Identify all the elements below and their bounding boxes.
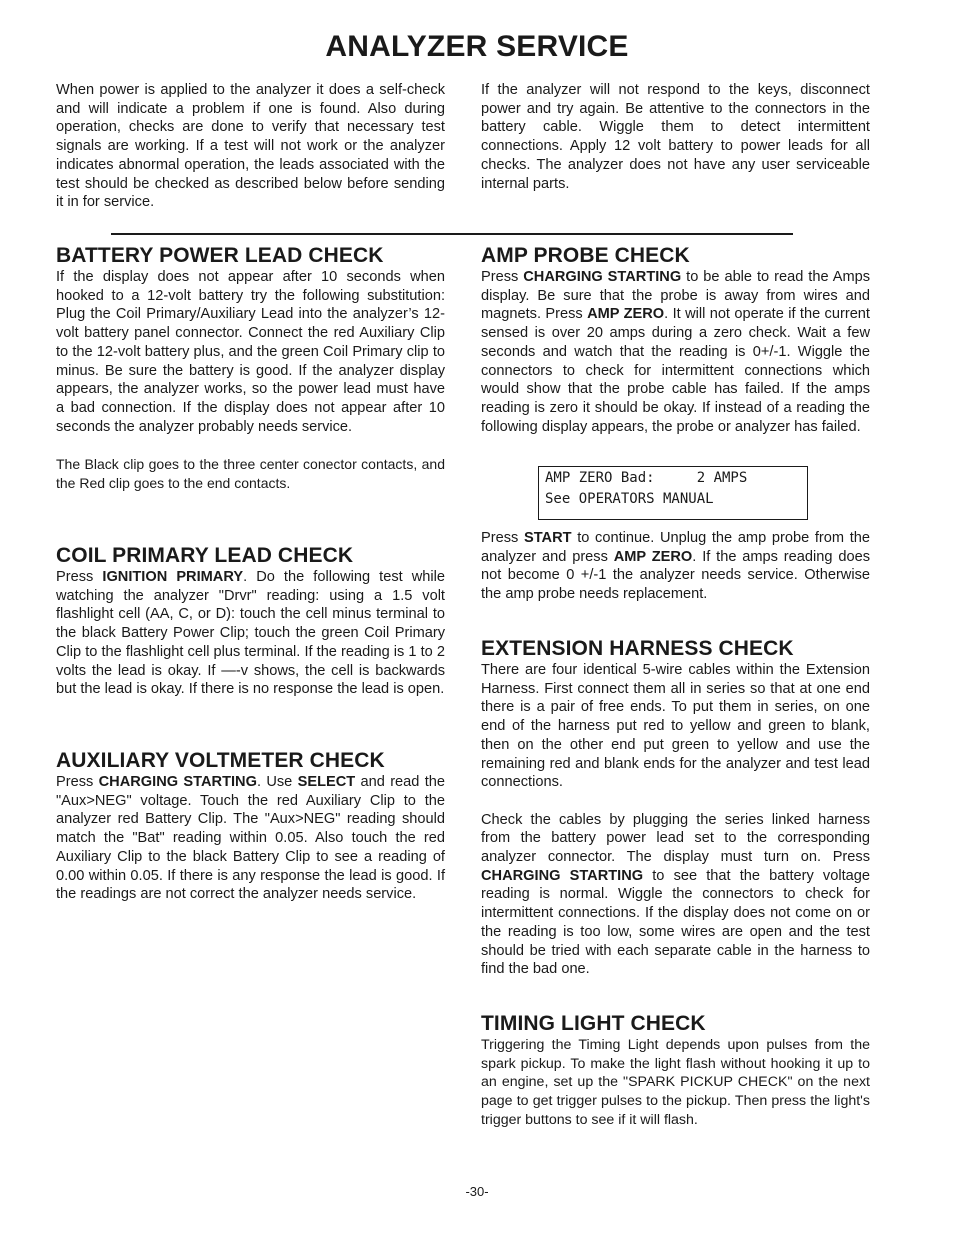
amp-paragraph-2: Press START to continue. Unplug the amp probe from the analyzer and press AMP ZERO. If the amps reading does not become 0 +/-1 the analyzer needs service. Otherwise the amp probe needs replacement. [481,530,871,603]
lcd-line-2: See OPERATORS MANUAL [545,491,714,507]
battery-heading: BATTERY POWER LEAD CHECK [56,244,384,267]
harness-heading: EXTENSION HARNESS CHECK [481,637,794,660]
lcd-line-1: AMP ZERO Bad: 2 AMPS [545,470,748,486]
battery-section [56,245,445,492]
amp-paragraph-1: Press CHARGING STARTING to be able to read the Amps display. Be sure that the probe is away from wires and magnets. Press AMP ZERO. It will not operate if the current sensed is over 20 amps during a zero check. Wait a few seconds and watch that the reading is 0+/-1. Wiggle the connectors to check for intermittent connections which would show that the probe cable has failed. If the amps reading is zero it should be okay. If instead of a reading the following display appears, the probe or analyzer has failed. [481,269,871,435]
battery-paragraph-2: The Black clip goes to the three center conector contacts, and the Red clip goes to the end contacts. [56,456,445,491]
key-charging-starting: CHARGING STARTING [523,269,682,285]
intro-right-text: If the analyzer will not respond to the keys, disconnect power and try again. Be attentive to the connectors in the battery cable. Wiggle them to detect intermittent connections. Apply 12 volt battery to power leads for all checks. The analyzer does not have any user serviceable internal parts. [481,82,870,192]
amp-heading: AMP PROBE CHECK [481,244,690,267]
timing-section [481,1013,870,1130]
aux-heading: AUXILIARY VOLTMETER CHECK [56,749,385,772]
key-amp-zero: AMP ZERO [613,548,693,565]
coil-heading: COIL PRIMARY LEAD CHECK [56,544,354,567]
key-charging-starting: CHARGING STARTING [481,867,644,884]
harness-paragraph-1: There are four identical 5-wire cables within the Extension Harness. First connect them all in series so that at one end there is a pair of free ends. To put them in series, on one end of the harness put red to yellow and green to blank, then on the other end put green to yellow and use the remaining red and blank ends for the analyzer and test lead connections. [481,662,870,791]
aux-section [56,750,445,904]
aux-paragraph: Press CHARGING STARTING. Use SELECT and read the "Aux>NEG" voltage. Touch the red Auxiliary Clip to the analyzer red Battery Clip. The "Aux>NEG" reading should match the "Bat" reading within 0.05. Also touch the red Auxiliary Clip to the black Battery Clip to see a reading of 0.00 within 0.05. If there is any response the lead is good. If the readings are not correct the analyzer needs service. [56,774,446,903]
key-amp-zero: AMP ZERO [587,306,665,323]
key-ignition-primary: IGNITION PRIMARY [102,569,244,585]
lcd-display-box [538,466,808,520]
key-charging-starting: CHARGING STARTING [98,774,257,790]
section-divider [111,233,793,235]
intro-right [481,81,870,193]
timing-paragraph: Triggering the Timing Light depends upon pulses from the spark pickup. To make the light flash without hooking it up to an engine, set up the "SPARK PICKUP CHECK" on the next page to get trigger pulses to the pickup. Then press the light's trigger buttons to see if it will flash. [481,1037,870,1128]
page-number: -30- [465,1184,489,1199]
coil-paragraph: Press IGNITION PRIMARY. Do the following test while watching the analyzer "Drvr" reading: using a 1.5 volt flashlight cell (AA, C, or D): touch the cell minus terminal to the black Battery Power Clip; touch the green Coil Primary Clip to the flashlight cell plus terminal. If the reading is 1 to 2 volts the lead is okay. If —-v shows, the cell is backwards but the lead is okay. If there is no response the lead is open. [56,569,446,698]
intro-left-text: When power is applied to the analyzer it does a self-check and will indicate a problem if one is found. Also during operation, checks are done to verify that necessary test signals are working. If a test will not work or the analyzer indicates abnormal operation, the leads associated with the test should be checked as described below before sending it in for service. [56,82,445,211]
amp-section [481,245,870,436]
harness-section [481,638,870,979]
coil-section [56,545,445,699]
harness-paragraph-2: Check the cables by plugging the series linked harness from the battery power lead set to the corresponding analyzer connector. The display must turn on. Press CHARGING STARTING to see that the battery voltage reading is normal. Wiggle the connectors to check for intermittent connections. If the display does not come on or the reading is too low, some wires are open and the test should be tried with each separate cable in the harness to find the bad one. [481,811,870,978]
page-title: ANALYZER SERVICE [325,30,629,63]
key-select: SELECT [297,774,356,790]
timing-heading: TIMING LIGHT CHECK [481,1012,706,1035]
intro-left [56,81,445,212]
amp-section-continued [481,529,870,604]
battery-paragraph-1: If the display does not appear after 10 seconds when hooked to a 12-volt battery try the following substitution: Plug the Coil Primary/Auxiliary Lead into the analyzer’s 12-volt battery panel connector. Connect the red Auxiliary Clip to the 12-volt battery plus, and the green Coil Primary clip to minus. Be sure the battery is good. If the analyzer display appears, the analyzer works, so the power lead must have a bad connection. If the display does not appear after 10 seconds the analyzer probably needs service. [56,269,445,435]
key-start: START [523,530,572,546]
